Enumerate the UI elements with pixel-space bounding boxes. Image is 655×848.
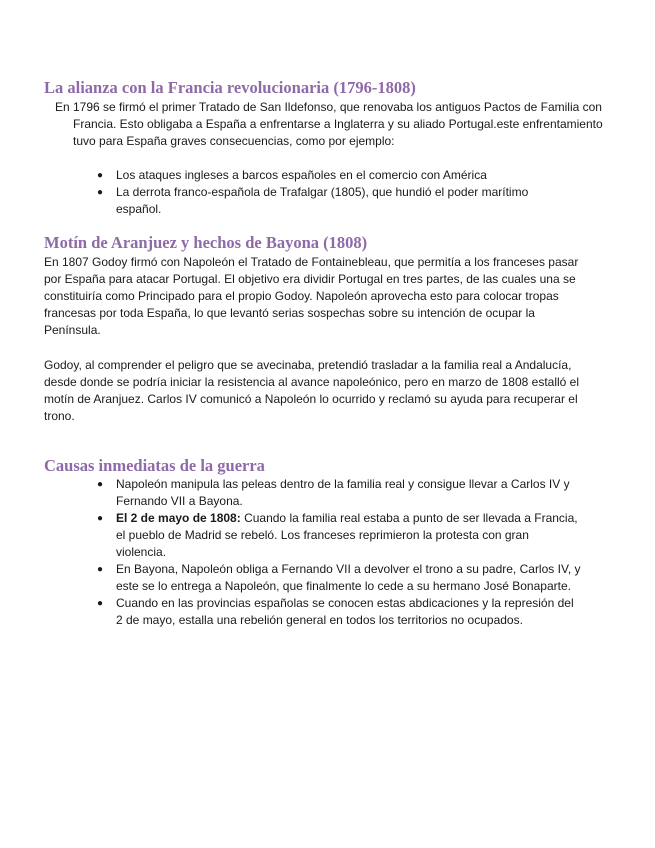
paragraph-san-ildefonso: En 1796 se firmó el primer Tratado de San Ildefonso, que renovaba los antiguos Pactos de Familia con Francia. Esto obligaba a España a enfrentarse a Inglaterra y su aliado Portugal.este enfrentamiento tuvo para España graves consecuencias, como por ejemplo: xyxy=(55,100,603,148)
section-heading-motin: Motín de Aranjuez y hechos de Bayona (1808) xyxy=(44,233,368,252)
list-item xyxy=(97,510,581,561)
bullet-icon: ● xyxy=(97,479,104,490)
consequences-list xyxy=(97,167,556,218)
paragraph-godoy: Godoy, al comprender el peligro que se avecinaba, pretendió trasladar a la familia real a Andalucía, desde donde se podría iniciar la resistencia al avance napoleónico, pero en marzo de 1808 estalló el motín de Aranjuez. Carlos IV comunicó a Napoleón lo ocurrido y reclamó su ayuda para recuperar el trono. xyxy=(44,358,580,423)
bullet-icon: ● xyxy=(97,513,104,524)
bullet-icon: ● xyxy=(97,564,104,575)
list-item-text: Cuando en las provincias españolas se conocen estas abdicaciones y la represión del 2 de mayo, estalla una rebelión general en todos los territorios no ocupados. xyxy=(116,596,574,627)
list-item-text: Napoleón manipula las peleas dentro de la familia real y consigue llevar a Carlos IV y Fernando VII a Bayona. xyxy=(116,477,570,508)
causes-list xyxy=(97,476,581,629)
bullet-icon: ● xyxy=(97,187,104,198)
list-item xyxy=(97,184,556,218)
list-item xyxy=(97,167,556,184)
section-heading-causas: Causas inmediatas de la guerra xyxy=(44,456,265,475)
list-item-text: Cuando la familia real estaba a punto de ser llevada a Francia, el pueblo de Madrid se rebeló. Los franceses reprimieron la protesta con gran violencia. xyxy=(116,511,578,559)
paragraph-fontainebleau: En 1807 Godoy firmó con Napoleón el Tratado de Fontainebleau, que permitía a los franceses pasar por España para atacar Portugal. El objetivo era dividir Portugal en tres partes, de las cuales una se constituiría como Principado para el propio Godoy. Napoleón aprovecha esto para colocar tropas francesas por toda España, lo que levantó serias sospechas sobre su intención de ocupar la Península. xyxy=(44,255,579,337)
bullet-icon: ● xyxy=(97,598,104,609)
list-item xyxy=(97,561,581,595)
list-item-text: Los ataques ingleses a barcos españoles en el comercio con América xyxy=(116,168,487,182)
list-item-bold-lead: El 2 de mayo de 1808: xyxy=(116,511,241,525)
list-item xyxy=(97,476,581,510)
list-item-text: En Bayona, Napoleón obliga a Fernando VII a devolver el trono a su padre, Carlos IV, y este se lo entrega a Napoleón, que finalmente lo cede a su hermano José Bonaparte. xyxy=(116,562,581,593)
section-heading-alianza: La alianza con la Francia revolucionaria (1796-1808) xyxy=(44,78,416,97)
list-item-text: La derrota franco-española de Trafalgar (1805), que hundió el poder marítimo español. xyxy=(116,185,529,216)
bullet-icon: ● xyxy=(97,170,104,181)
list-item xyxy=(97,595,581,629)
